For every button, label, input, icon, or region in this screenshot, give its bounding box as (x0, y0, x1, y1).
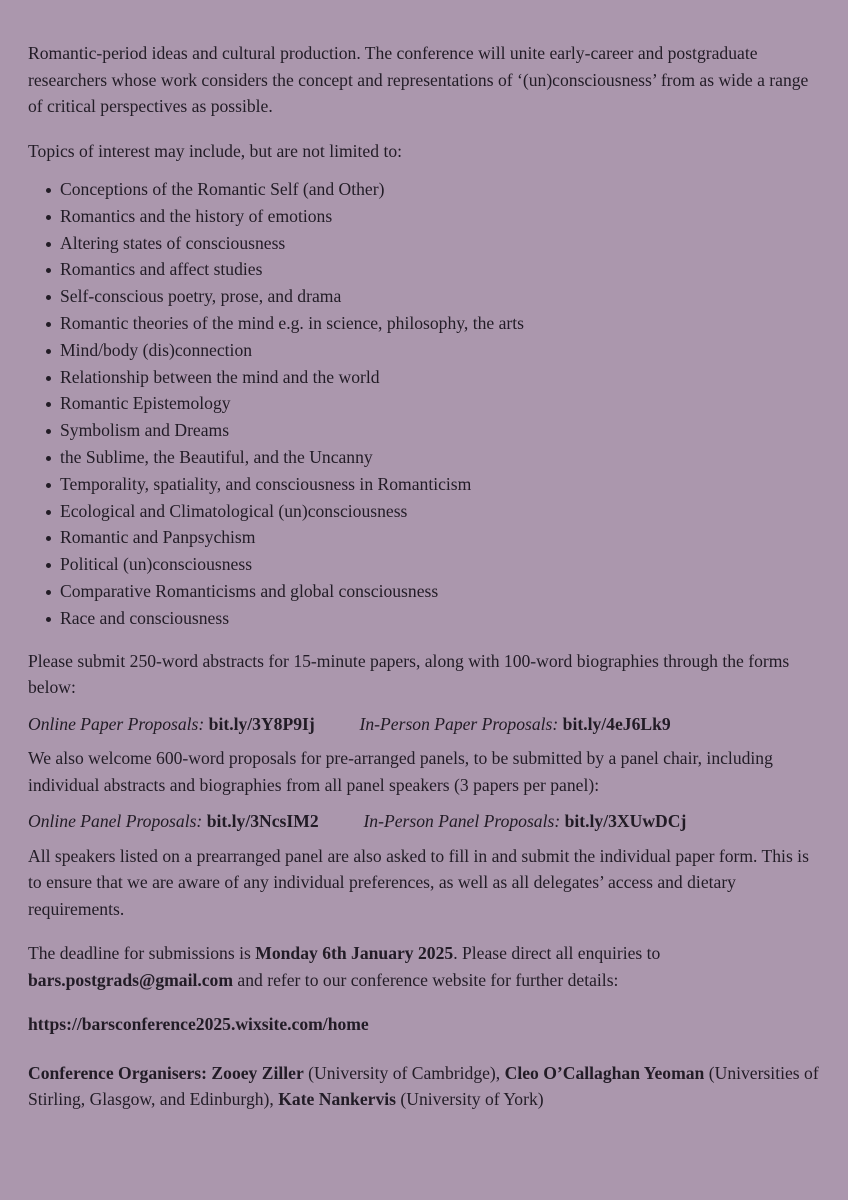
list-item: Symbolism and Dreams (46, 417, 820, 444)
list-item: Romantics and affect studies (46, 256, 820, 283)
panel-proposal-links (28, 808, 820, 835)
speakers-paragraph: All speakers listed on a prearranged panel are also asked to fill in and submit the individual paper form. This is to ensure that we are aware of any individual preferences, as well as all delegates’ access and dietary requirements. (28, 845, 809, 919)
list-item: Race and consciousness (46, 605, 820, 632)
intro-paragraph: Romantic-period ideas and cultural production. The conference will unite early-career and postgraduate researchers whose work considers the concept and representations of ‘(un)consciousness’ from as wide a range of critical perspectives as possible. (28, 43, 809, 116)
online-panel-link[interactable]: bit.ly/3NcsIM2 (206, 811, 319, 832)
organiser-affiliation: (University of York) (400, 1089, 544, 1110)
deadline-date: Monday 6th January 2025 (255, 943, 454, 964)
list-item: the Sublime, the Beautiful, and the Uncanny (46, 444, 820, 471)
organiser-affiliation: (Universities of Stirling, Glasgow, and Edinburgh), (28, 1062, 819, 1110)
panel-paragraph: We also welcome 600-word proposals for pre-arranged panels, to be submitted by a panel chair, including individual abstracts and biographies from all panel speakers (3 papers per panel): (28, 748, 773, 795)
list-item: Temporality, spatiality, and consciousness in Romanticism (46, 471, 820, 498)
organisers-label: Conference Organisers: (28, 1062, 207, 1083)
inperson-panel-label: In-Person Panel Proposals: (363, 811, 561, 832)
topics-lead: Topics of interest may include, but are not limited to: (28, 140, 403, 161)
paper-proposal-links (28, 711, 820, 738)
website-link[interactable]: https://barsconference2025.wixsite.com/home (28, 1014, 369, 1035)
list-item: Relationship between the mind and the world (46, 364, 820, 391)
organiser-name: Kate Nankervis (278, 1089, 396, 1110)
list-item: Romantic and Panpsychism (46, 524, 820, 551)
inperson-panel-link[interactable]: bit.ly/3XUwDCj (564, 811, 687, 832)
topics-list (28, 176, 820, 632)
online-panel-label: Online Panel Proposals: (28, 811, 203, 832)
organiser-name: Zooey Ziller (211, 1062, 304, 1083)
inperson-paper-label: In-Person Paper Proposals: (359, 713, 559, 734)
list-item: Comparative Romanticisms and global consciousness (46, 578, 820, 605)
deadline-paragraph: The deadline for submissions is Monday 6th January 2025. Please direct all enquiries to bars.postgrads@gmail.com and refer to our conference website for further details: (28, 943, 661, 990)
list-item: Romantic Epistemology (46, 390, 820, 417)
list-item: Romantic theories of the mind e.g. in science, philosophy, the arts (46, 310, 820, 337)
organiser-affiliation: (University of Cambridge), (308, 1062, 501, 1083)
inperson-paper-link[interactable]: bit.ly/4eJ6Lk9 (562, 713, 671, 734)
submit-instructions: Please submit 250-word abstracts for 15-minute papers, along with 100-word biographies through the forms below: (28, 650, 790, 698)
list-item: Ecological and Climatological (un)consciousness (46, 498, 820, 525)
list-item: Altering states of consciousness (46, 230, 820, 257)
list-item: Romantics and the history of emotions (46, 203, 820, 230)
online-paper-label: Online Paper Proposals: (28, 713, 205, 734)
contact-email[interactable]: bars.postgrads@gmail.com (28, 969, 234, 990)
list-item: Self-conscious poetry, prose, and drama (46, 283, 820, 310)
list-item: Mind/body (dis)connection (46, 337, 820, 364)
list-item: Political (un)consciousness (46, 551, 820, 578)
online-paper-link[interactable]: bit.ly/3Y8P9Ij (208, 713, 315, 734)
organisers-paragraph (28, 1060, 820, 1113)
organiser-name: Cleo O’Callaghan Yeoman (504, 1062, 705, 1083)
list-item: Conceptions of the Romantic Self (and Other) (46, 176, 820, 203)
